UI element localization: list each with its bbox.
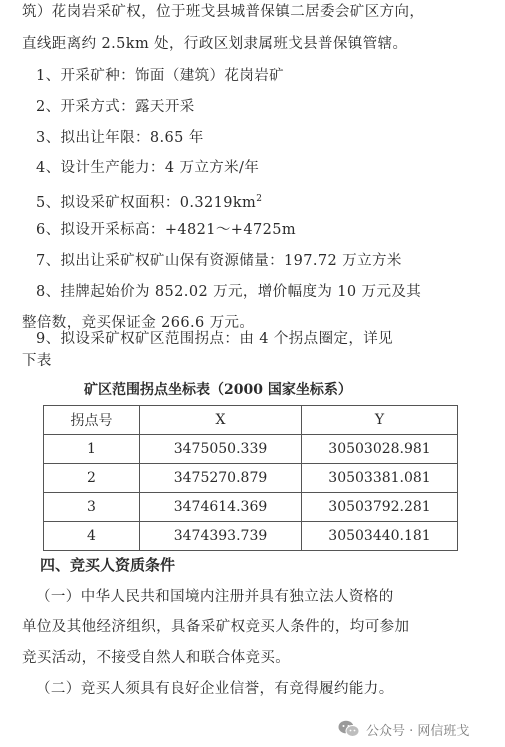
wechat-icon: [338, 720, 360, 738]
table-cell: 30503440.181: [302, 522, 458, 551]
coordinates-table: [43, 405, 458, 551]
table-cell: 3: [44, 493, 140, 522]
table-row: [44, 464, 458, 493]
section-para-1-line-3: 竞买活动，不接受自然人和联合体竞买。: [22, 650, 291, 666]
item-3: 3、拟出让年限：8.65 年: [36, 130, 204, 146]
item-5-text: 5、拟设采矿权面积：0.3219km: [36, 194, 257, 211]
table-caption: 矿区范围拐点坐标表（2000 国家坐标系）: [84, 382, 352, 398]
header-cell: Y: [302, 406, 458, 435]
item-2: 2、开采方式：露天开采: [36, 99, 195, 115]
item-8-line-1: 8、挂牌起始价为 852.02 万元，增价幅度为 10 万元及其: [36, 284, 422, 300]
table-cell: 30503381.081: [302, 464, 458, 493]
table-cell: 3475270.879: [140, 464, 302, 493]
watermark: [338, 718, 469, 740]
item-5: [36, 189, 262, 213]
table-cell: 3474614.369: [140, 493, 302, 522]
item-9-line-2: 下表: [22, 353, 52, 369]
table-cell: 3474393.739: [140, 522, 302, 551]
table-cell: 30503792.281: [302, 493, 458, 522]
table-cell: 2: [44, 464, 140, 493]
item-4: 4、设计生产能力：4 万立方米/年: [36, 160, 260, 176]
table-row: [44, 522, 458, 551]
table-cell: 30503028.981: [302, 435, 458, 464]
item-6: 6、拟设开采标高：+4821～+4725m: [36, 222, 296, 238]
table-header-row: [44, 406, 458, 435]
item-9-line-1: 9、拟设采矿权矿区范围拐点：由 4 个拐点圈定，详见: [36, 331, 394, 347]
table-cell: 4: [44, 522, 140, 551]
section-para-1-line-1: （一）中华人民共和国境内注册并具有独立法人资格的: [36, 589, 394, 605]
table-row: [44, 493, 458, 522]
header-cell: 拐点号: [44, 406, 140, 435]
item-8-line-2: 整倍数，竞买保证金 266.6 万元。: [22, 315, 255, 331]
section-para-2: （二）竞买人须具有良好企业信誉，有竞得履约能力。: [36, 681, 394, 697]
watermark-text: 公众号 · 网信班戈: [366, 723, 470, 739]
section-para-1-line-2: 单位及其他经济组织，具备采矿权竞买人条件的，均可参加: [22, 619, 410, 635]
intro-line-2: 直线距离约 2.5km 处，行政区划隶属班戈县普保镇管辖。: [22, 36, 408, 52]
item-1: 1、开采矿种：饰面（建筑）花岗岩矿: [36, 68, 285, 84]
table-row: [44, 435, 458, 464]
item-5-superscript: 2: [256, 194, 263, 204]
table-cell: 3475050.339: [140, 435, 302, 464]
header-cell: X: [140, 406, 302, 435]
intro-line-1: 筑）花岗岩采矿权，位于班戈县城普保镇二居委会矿区方向，: [22, 4, 425, 20]
item-7: 7、拟出让采矿权矿山保有资源储量：197.72 万立方米: [36, 253, 402, 269]
table-cell: 1: [44, 435, 140, 464]
section-heading: 四、竞买人资质条件: [40, 556, 176, 574]
